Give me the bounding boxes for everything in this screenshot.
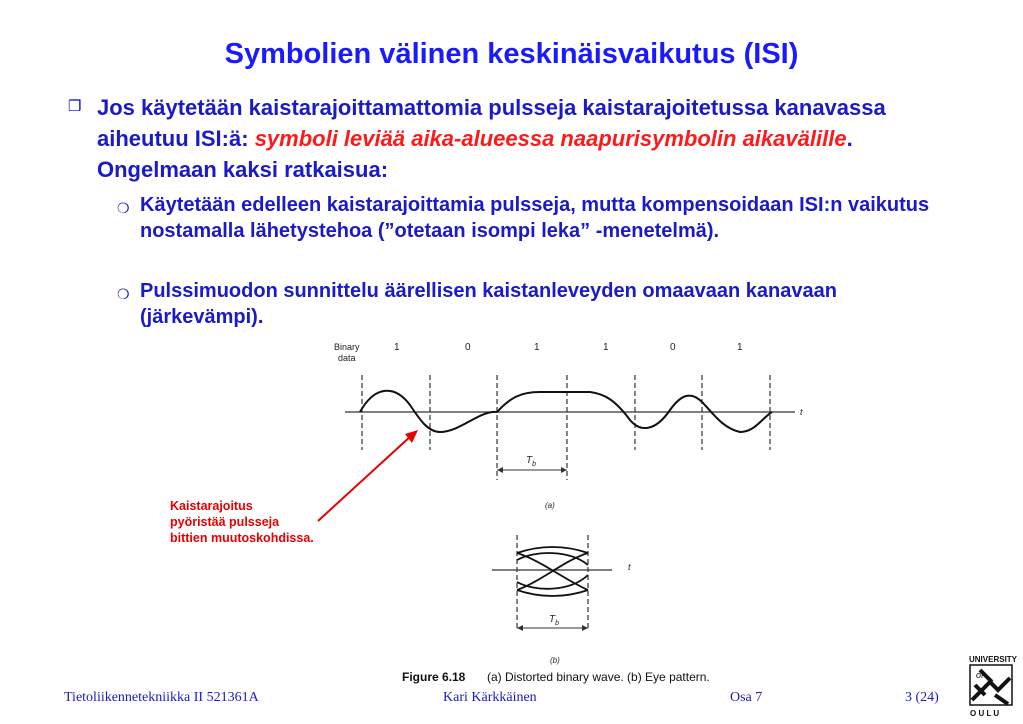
main-bullet-highlight: symboli leviää aika-alueessa naapurisymbolin aikavälille xyxy=(254,126,847,151)
t-label-a: t xyxy=(800,407,803,417)
logo-of-text: of xyxy=(976,670,984,680)
t-label-b: t xyxy=(628,562,631,572)
figure-caption: (a) Distorted binary wave. (b) Eye pattern. xyxy=(487,670,710,684)
circle-bullet-icon: ❍ xyxy=(117,200,130,216)
binary-label-2: data xyxy=(338,353,356,363)
slide-title: Symbolien välinen keskinäisvaikutus (ISI) xyxy=(224,38,799,70)
footer-course: Tietoliikennetekniikka II 521361A xyxy=(64,690,259,705)
sub-bullet-2: Pulssimuodon sunnittelu äärellisen kaistanleveyden omaavaan kanavaan (järkevämpi). xyxy=(140,280,837,328)
footer-page-number: 3 (24) xyxy=(905,690,939,705)
label-b: (b) xyxy=(550,656,560,665)
annotation-arrowhead xyxy=(405,430,418,443)
circle-bullet-icon: ❍ xyxy=(117,286,130,302)
footer-part: Osa 7 xyxy=(730,690,763,705)
annotation-line: pyöristää pulsseja xyxy=(170,515,280,529)
binary-label-1: Binary xyxy=(334,342,360,352)
sub-bullet-1: Käytetään edelleen kaistarajoittamia pulsseja, mutta kompensoidaan ISI:n vaikutus nostamalla lähetystehoa (”otetaan isompi leka” -menetelmä). xyxy=(140,194,930,242)
logo-top-text: UNIVERSITY xyxy=(969,655,1018,664)
eye-pattern-traces xyxy=(517,547,588,596)
figure-number: Figure 6.18 xyxy=(402,670,466,684)
tb-label-b: $T_b$ xyxy=(549,614,560,627)
main-bullet-text-end: . Ongelmaan kaksi ratkaisua: xyxy=(97,126,853,182)
bit-label: 1 xyxy=(737,342,743,353)
annotation-line: bittien muutoskohdissa. xyxy=(170,531,314,545)
footer-author: Kari Kärkkäinen xyxy=(443,690,537,705)
annotation-text xyxy=(170,498,314,546)
bit-label: 0 xyxy=(670,342,676,353)
bit-label: 1 xyxy=(534,342,540,353)
bit-label: 1 xyxy=(603,342,609,353)
main-bullet-text-start: Jos käytetään kaistarajoittamattomia pulsseja kaistarajoitetussa kanavassa aiheutuu ISI:ä: xyxy=(97,95,886,151)
bit-label: 1 xyxy=(394,342,400,353)
annotation-line: Kaistarajoitus xyxy=(170,499,253,513)
annotation-arrow xyxy=(318,435,412,521)
bit-label: 0 xyxy=(465,342,471,353)
label-a: (a) xyxy=(545,501,555,510)
distorted-waveform xyxy=(360,391,772,432)
university-of-oulu-logo xyxy=(969,655,1018,718)
tb-label-a: $T_b$ xyxy=(526,455,537,468)
square-bullet-icon: ❒ xyxy=(68,98,82,115)
bit-boundaries xyxy=(362,375,770,480)
logo-bottom-text: O U L U xyxy=(970,709,1000,718)
